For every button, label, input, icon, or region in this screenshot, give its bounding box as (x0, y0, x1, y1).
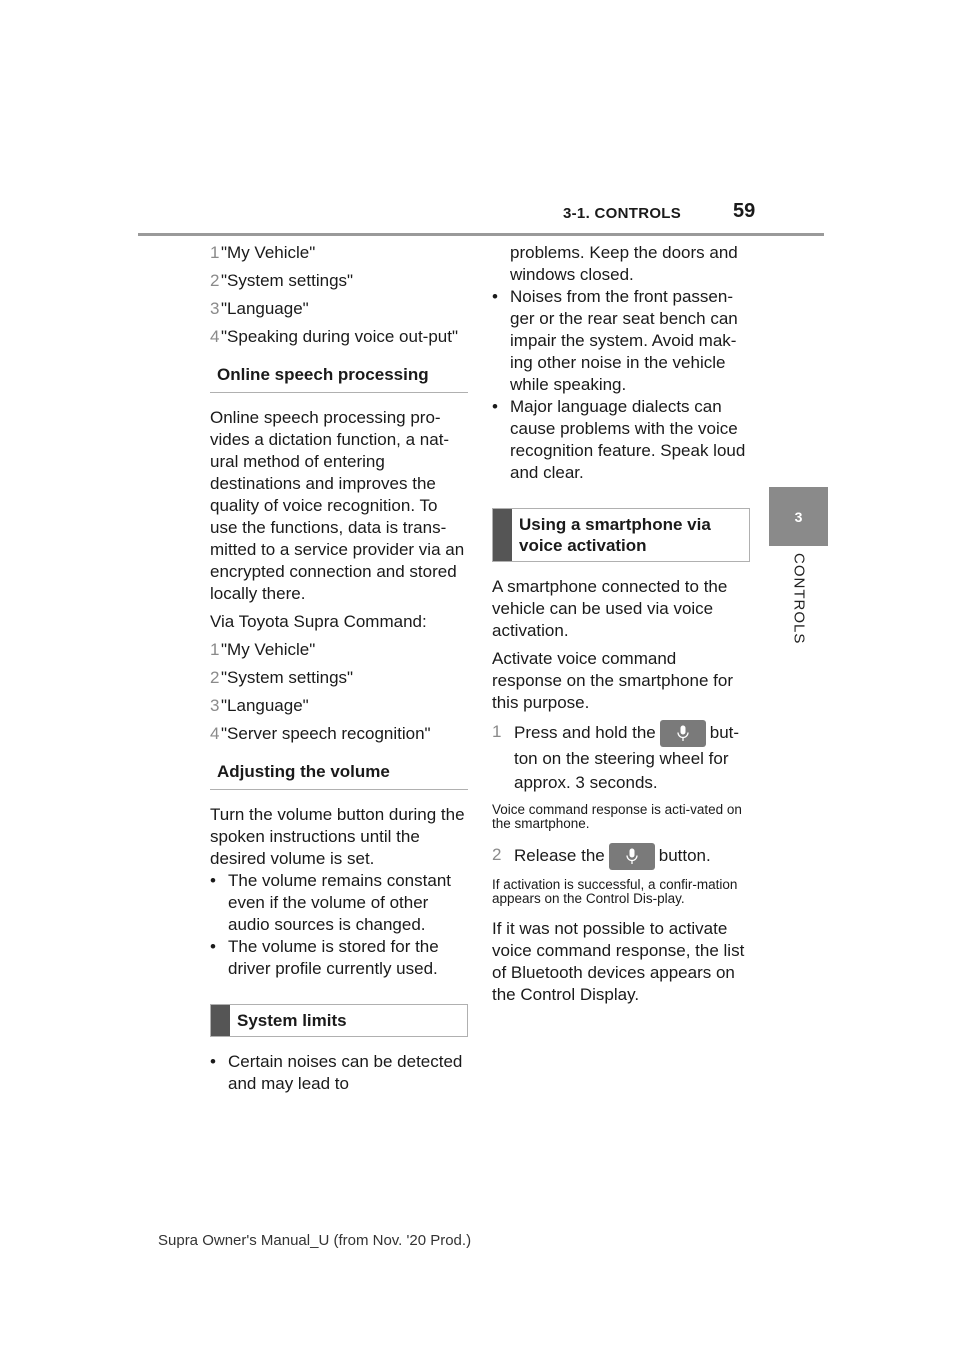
bullet-text: The volume is stored for the driver profile currently used. (228, 937, 439, 978)
step-text: "My Vehicle" (221, 243, 316, 262)
microphone-icon (660, 720, 706, 747)
smartphone-text-2: Activate voice command response on the smartphone for this purpose. (492, 649, 733, 712)
bullet-mark: • (210, 871, 216, 890)
bullet-mark: • (210, 1052, 216, 1071)
step-number: 2 (210, 271, 220, 290)
online-speech-text: Online speech processing pro-vides a dictation function, a nat-ural method of entering destinations and improves the quality of voice recognition. To use the functions, data is trans-mitted to a service provider via an encrypted connection and stored locally there. (210, 408, 465, 603)
heading-bar (493, 509, 512, 561)
step-text-pre: Release the (514, 845, 605, 865)
step-item (210, 270, 468, 292)
step-text: "Language" (221, 696, 309, 715)
bullet-item (492, 396, 750, 484)
step-number: 1 (210, 640, 220, 659)
bullet-mark: • (492, 397, 498, 416)
via-command-text: Via Toyota Supra Command: (210, 612, 427, 631)
header-section: 3-1. CONTROLS (563, 205, 682, 222)
page-number: 59 (733, 200, 756, 222)
left-column (210, 242, 468, 1095)
note-activated: Voice command response is acti-vated on the smartphone. (492, 802, 742, 831)
heading-bar (211, 1005, 230, 1036)
volume-text: Turn the volume button during the spoken instructions until the desired volume is set. (210, 805, 465, 868)
header-rule (138, 233, 824, 236)
bullet-item (210, 1051, 468, 1095)
note-confirmation: If activation is successful, a confir-mation appears on the Control Dis-play. (492, 877, 738, 906)
heading-text: Online speech processing (217, 365, 429, 384)
step-text: "Server speech recognition" (221, 724, 431, 743)
bullet-text: The volume remains constant even if the volume of other audio sources is changed. (228, 871, 451, 934)
step-item (210, 298, 468, 320)
heading-online-speech (210, 358, 468, 393)
step-item (492, 720, 750, 795)
step-number: 4 (210, 327, 220, 346)
step-number: 2 (492, 845, 502, 864)
bullet-text: Noises from the front passen-ger or the rear seat bench can impair the system. Avoid mak-ing other noise in the vehicle while speaking. (510, 287, 738, 394)
fallback-text: If it was not possible to activate voice command response, the list of Bluetooth devices appears on the Control Display. (492, 919, 745, 1004)
step-number: 3 (210, 696, 220, 715)
step-number: 3 (210, 299, 220, 318)
heading-text: System limits (237, 1011, 347, 1030)
smartphone-text-1: A smartphone connected to the vehicle can be used via voice activation. (492, 577, 728, 640)
step-item (210, 723, 468, 745)
chapter-tab: 3 (769, 487, 828, 546)
step-number: 1 (492, 722, 502, 741)
steps-speaking (210, 242, 468, 348)
step-text: "System settings" (221, 271, 354, 290)
step-text-post: but-ton on the steering wheel for approx. 3 seconds. (514, 722, 740, 792)
step-item (492, 843, 750, 870)
chapter-label (770, 553, 828, 663)
bullet-mark: • (210, 937, 216, 956)
bullet-text: Major language dialects can cause problems with the voice recognition feature. Speak loud and clear. (510, 397, 746, 482)
step-text-post: button. (658, 845, 711, 865)
bullet-item (210, 870, 468, 936)
step-number: 1 (210, 243, 220, 262)
bullet-item (492, 286, 750, 396)
step-text: "System settings" (221, 668, 354, 687)
step-item (210, 695, 468, 717)
heading-text: Using a smartphone via voice activation (519, 515, 711, 555)
heading-adjusting-volume (210, 755, 468, 790)
step-item (210, 326, 468, 348)
step-item (210, 667, 468, 689)
steps-server (210, 639, 468, 745)
chapter-label-text: CONTROLS (790, 553, 808, 645)
step-item (210, 639, 468, 661)
bullet-text: problems. Keep the doors and windows closed. (510, 243, 738, 284)
bullet-text: Certain noises can be detected and may lead to (228, 1052, 463, 1093)
heading-smartphone-voice (492, 508, 750, 562)
bullet-spacer (492, 242, 510, 286)
heading-system-limits (210, 1004, 468, 1037)
step-text: "My Vehicle" (221, 640, 316, 659)
step-item (210, 242, 468, 264)
bullet-item (210, 936, 468, 980)
step-text (503, 843, 750, 870)
step-text: "Speaking during voice out-put" (221, 327, 458, 346)
step-text (503, 720, 750, 795)
step-number: 4 (210, 724, 220, 743)
right-column (492, 242, 750, 1012)
step-number: 2 (210, 668, 220, 687)
heading-text: Adjusting the volume (217, 762, 390, 781)
step-text-pre: Press and hold the (514, 722, 656, 742)
microphone-icon (609, 843, 655, 870)
footer-text: Supra Owner's Manual_U (from Nov. '20 Prod.) (158, 1232, 472, 1249)
bullet-continuation (492, 242, 750, 286)
step-text: "Language" (221, 299, 309, 318)
bullet-mark: • (492, 287, 498, 306)
